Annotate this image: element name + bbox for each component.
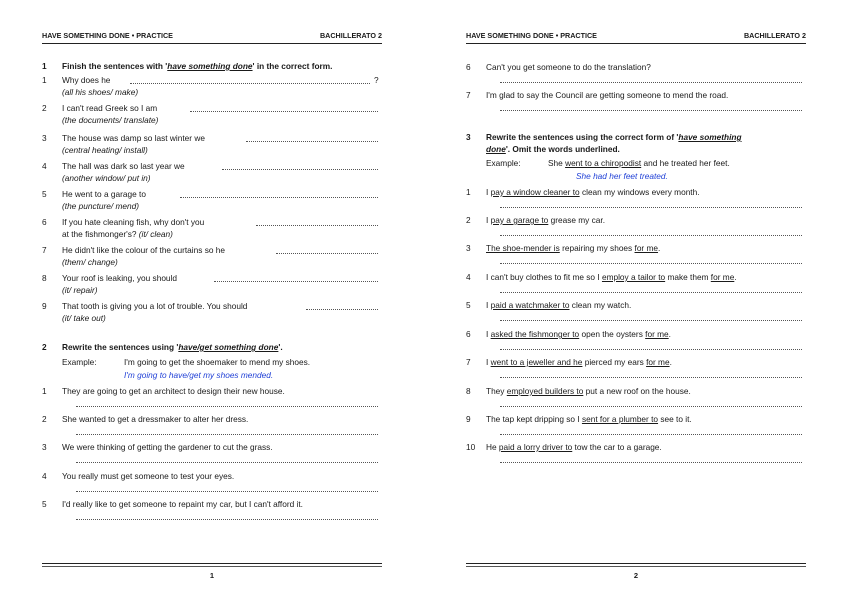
item-number: 1 [42, 75, 47, 85]
answer-line[interactable] [500, 320, 802, 321]
worksheet-page-2 [424, 0, 848, 599]
item-end-mark: ? [374, 75, 379, 85]
answer-line[interactable] [76, 406, 378, 407]
item-text: I can't read Greek so I am [62, 103, 158, 113]
item-text: They are going to get an architect to design their new house. [62, 386, 285, 396]
answer-line[interactable] [500, 263, 802, 264]
example-answer: I'm going to have/get my shoes mended. [124, 370, 274, 380]
exercise-number: 1 [42, 61, 47, 71]
header-level: BACHILLERATO 2 [743, 31, 806, 40]
item-text: He didn't like the colour of the curtains so he [62, 245, 226, 255]
exercise-instruction: Rewrite the sentences using the correct form of 'have something [486, 132, 742, 142]
answer-line[interactable] [500, 207, 802, 208]
item-text: She wanted to get a dressmaker to alter her dress. [62, 414, 249, 424]
item-number: 8 [42, 273, 47, 283]
example-label: Example: [486, 158, 521, 168]
answer-line[interactable] [76, 462, 378, 463]
item-text: I pay a window cleaner to clean my windows every month. [486, 187, 700, 197]
item-text: The hall was dark so last year we [62, 161, 185, 171]
exercise-instruction-line2: done'. Omit the words underlined. [486, 144, 620, 154]
item-number: 8 [466, 386, 471, 396]
page-number: 2 [633, 571, 639, 580]
item-text: Can't you get someone to do the translation? [486, 62, 651, 72]
item-text: I went to a jeweller and he pierced my ears for me. [486, 357, 672, 367]
answer-line[interactable] [190, 111, 378, 112]
item-hint: (them/ change) [62, 257, 118, 267]
item-number: 2 [42, 414, 47, 424]
item-number: 6 [466, 329, 471, 339]
answer-line[interactable] [500, 235, 802, 236]
header-title: HAVE SOMETHING DONE • PRACTICE [42, 31, 173, 40]
item-number: 3 [42, 133, 47, 143]
answer-line[interactable] [500, 462, 802, 463]
item-text: You really must get someone to test your eyes. [62, 471, 235, 481]
item-number: 5 [42, 499, 47, 509]
answer-line[interactable] [180, 197, 378, 198]
item-text: The house was damp so last winter we [62, 133, 205, 143]
item-text: I'm glad to say the Council are getting someone to mend the road. [486, 90, 729, 100]
page-header [42, 31, 382, 44]
answer-line[interactable] [500, 292, 802, 293]
item-hint: (another window/ put in) [62, 173, 151, 183]
page-header [466, 31, 806, 44]
answer-line[interactable] [256, 225, 378, 226]
item-number: 6 [466, 62, 471, 72]
item-number: 7 [42, 245, 47, 255]
item-text: If you hate cleaning fish, why don't you [62, 217, 205, 227]
example-label: Example: [62, 357, 97, 367]
item-text: Why does he [62, 75, 111, 85]
exercise-instruction: Rewrite the sentences using 'have/get something done'. [62, 342, 283, 352]
item-hint: (it/ take out) [62, 313, 106, 323]
item-number: 4 [42, 161, 47, 171]
item-text: The shoe-mender is repairing my shoes for me. [486, 243, 661, 253]
item-number: 6 [42, 217, 47, 227]
header-title: HAVE SOMETHING DONE • PRACTICE [466, 31, 597, 40]
answer-line[interactable] [500, 434, 802, 435]
item-number: 1 [42, 386, 47, 396]
item-text: He paid a lorry driver to tow the car to a garage. [486, 442, 662, 452]
item-number: 9 [466, 414, 471, 424]
answer-line[interactable] [500, 377, 802, 378]
answer-line[interactable] [76, 491, 378, 492]
item-text: I paid a watchmaker to clean my watch. [486, 300, 632, 310]
answer-line[interactable] [130, 83, 370, 84]
item-hint: (it/ repair) [62, 285, 98, 295]
answer-line[interactable] [76, 519, 378, 520]
example-text: I'm going to get the shoemaker to mend my shoes. [124, 357, 311, 367]
item-text: He went to a garage to [62, 189, 146, 199]
item-text: I asked the fishmonger to open the oysters for me. [486, 329, 671, 339]
item-number: 5 [466, 300, 471, 310]
item-hint: (the puncture/ mend) [62, 201, 140, 211]
item-number: 9 [42, 301, 47, 311]
answer-line[interactable] [214, 281, 378, 282]
item-text: We were thinking of getting the gardener to cut the grass. [62, 442, 273, 452]
item-number: 1 [466, 187, 471, 197]
item-text: That tooth is giving you a lot of trouble. You should [62, 301, 248, 311]
answer-line[interactable] [76, 434, 378, 435]
item-text: Your roof is leaking, you should [62, 273, 178, 283]
answer-line[interactable] [500, 406, 802, 407]
item-number: 5 [42, 189, 47, 199]
example-answer: She had her feet treated. [576, 171, 668, 181]
item-number: 10 [466, 442, 476, 452]
item-hint: (all his shoes/ make) [62, 87, 139, 97]
answer-line[interactable] [500, 349, 802, 350]
item-number: 2 [42, 103, 47, 113]
page-footer-rule [42, 563, 382, 567]
item-number: 4 [42, 471, 47, 481]
item-number: 4 [466, 272, 471, 282]
item-hint: (the documents/ translate) [62, 115, 159, 125]
item-number: 3 [42, 442, 47, 452]
answer-line[interactable] [500, 82, 802, 83]
item-text: I pay a garage to grease my car. [486, 215, 606, 225]
exercise-number: 3 [466, 132, 471, 142]
answer-line[interactable] [306, 309, 378, 310]
page-footer-rule [466, 563, 806, 567]
item-text: The tap kept dripping so I sent for a plumber to see to it. [486, 414, 692, 424]
exercise-number: 2 [42, 342, 47, 352]
item-text: I'd really like to get someone to repaint my car, but I can't afford it. [62, 499, 303, 509]
item-number: 2 [466, 215, 471, 225]
item-text: They employed builders to put a new roof on the house. [486, 386, 691, 396]
page-number: 1 [209, 571, 215, 580]
example-text: She went to a chiropodist and he treated her feet. [548, 158, 730, 168]
item-text: I can't buy clothes to fit me so I employ a tailor to make them for me. [486, 272, 737, 282]
answer-line[interactable] [500, 110, 802, 111]
header-level: BACHILLERATO 2 [319, 31, 382, 40]
item-number: 3 [466, 243, 471, 253]
answer-line[interactable] [276, 253, 378, 254]
item-number: 7 [466, 357, 471, 367]
item-text-line2: at the fishmonger's? (it/ clean) [62, 229, 173, 239]
answer-line[interactable] [246, 141, 378, 142]
item-hint: (central heating/ install) [62, 145, 148, 155]
item-number: 7 [466, 90, 471, 100]
exercise-instruction: Finish the sentences with 'have something done' in the correct form. [62, 61, 333, 71]
answer-line[interactable] [222, 169, 378, 170]
